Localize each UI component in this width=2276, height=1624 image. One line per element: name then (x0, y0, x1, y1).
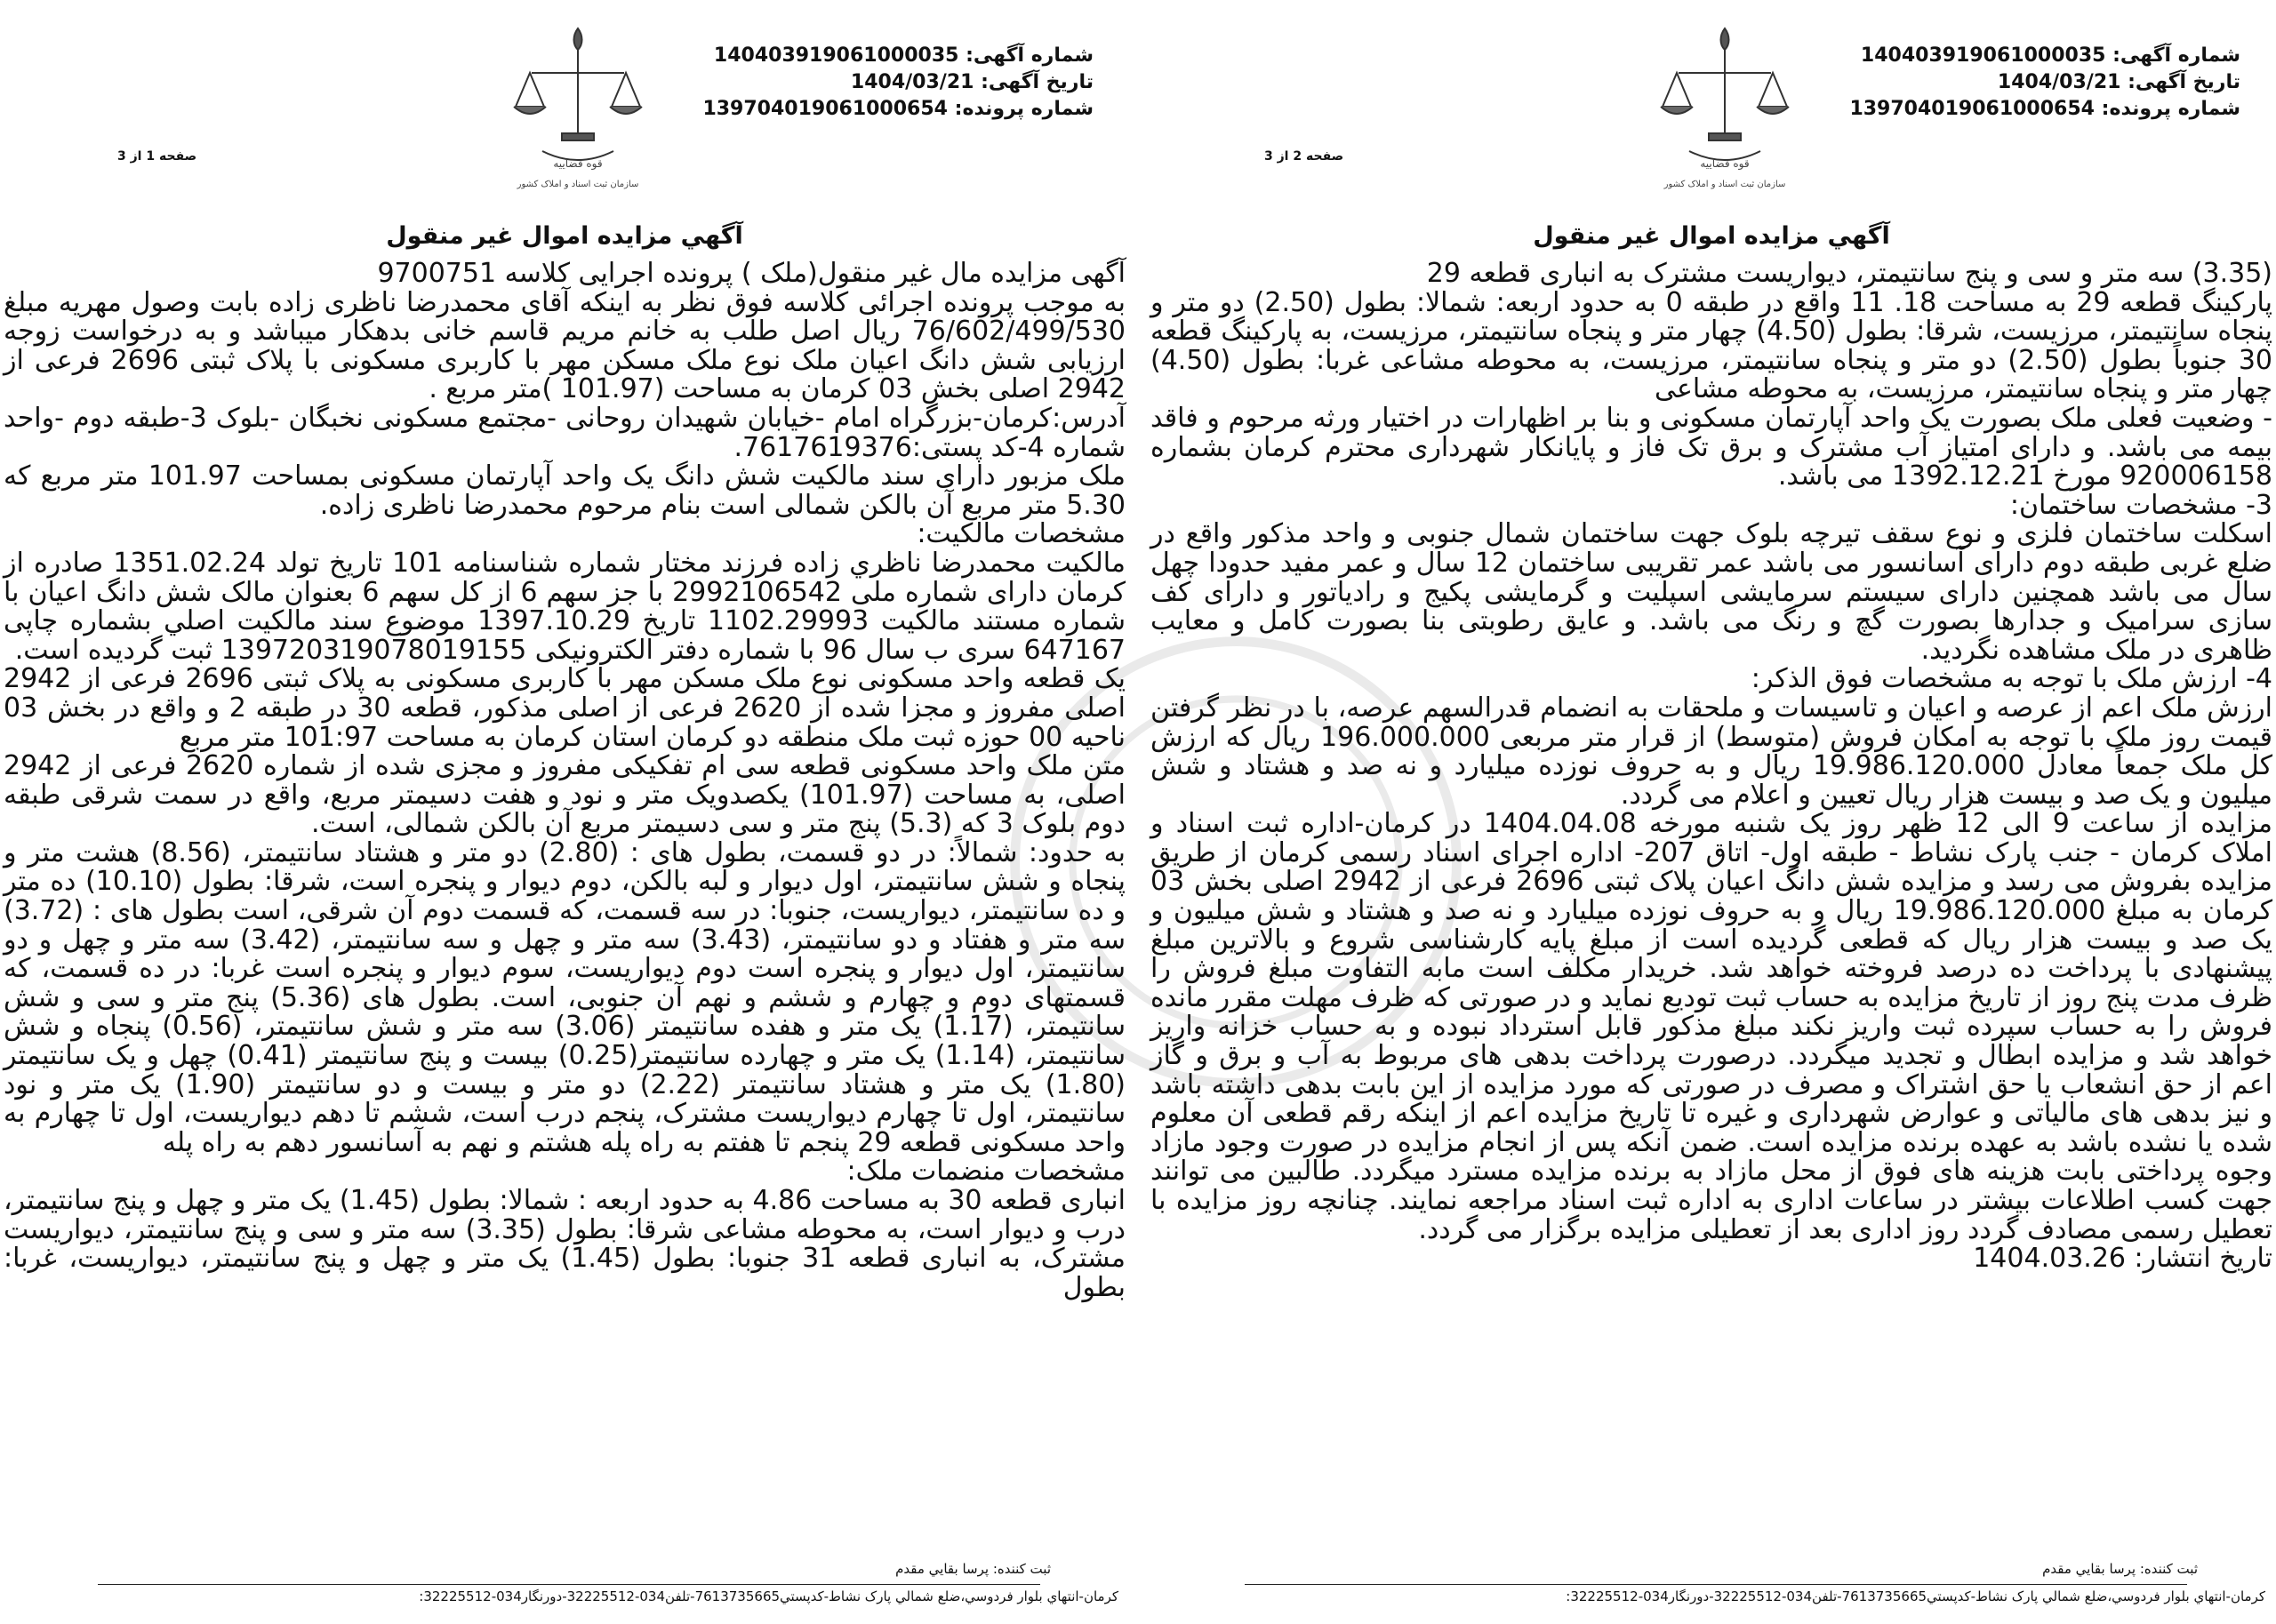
page-1 (0, 0, 1129, 1624)
issuer: ثبت کننده: پرسا بقايي مقدم (895, 1561, 1051, 1577)
body-paragraph: ارزش ملک اعم از عرصه و اعیان و تاسیسات و ملحقات به انضمام قدرالسهم عرصه، با در نظر گرفتن قیمت روز ملک با توجه به امکان فروش (متوسط) از قرار متر مربعی 196.000.000 ریال که ارزش کل ملک جمعاً معادل 19.986.120.000 ریال و به حروف نوزده میلیارد و نه صد و هشتاد و شش میلیون و یک صد و بیست هزار ریال تعیین و اعلام می گردد. (1150, 692, 2272, 811)
org-text: سازمان ثبت اسناد و املاک کشور (517, 180, 639, 189)
page-footer (0, 1561, 1129, 1604)
notice-date-row (702, 69, 1094, 96)
notice-title: آگهي مزايده اموال غير منقول (386, 222, 743, 250)
page-footer (1147, 1561, 2276, 1604)
body-paragraph: انباری قطعه 30 به مساحت 4.86 به حدود اربعه : شمالا: بطول (1.45) یک متر و چهل و پنج سانتیمتر، درب و دیوار است، به محوطه مشاعی شرقا: بطول (3.35) سه متر و سی و پنج سانتیمتر، دیواریست مشترک، به انباری قطعه 31 جنوبا: بطول (1.45) یک متر و چهل و پنج سانتیمتر، دیواریست، غربا: بطول (4, 1185, 1126, 1303)
office-address: کرمان-انتهاي بلوار فردوسي،ضلع شمالي پارک نشاط-کدپستي7613735665-تلفن034-32225512-دورنگار034-32225512: (419, 1588, 1118, 1604)
judiciary-emblem-icon (489, 18, 667, 196)
case-number: 139704019061000654 (1849, 98, 2095, 120)
publish-date: تاریخ انتشار: 1404.03.26 (1973, 1243, 2272, 1275)
notice-number: 140403919061000035 (713, 44, 959, 67)
notice-title: آگهي مزايده اموال غير منقول (1533, 222, 1890, 250)
case-number-row (702, 96, 1094, 123)
body-paragraph: 4- ارزش ملک با توجه به مشخصات فوق الذکر: (1751, 663, 2272, 695)
case-number-label: شماره پرونده: (954, 98, 1094, 120)
emblem-text: قوه قضاییه (1700, 157, 1750, 170)
notice-date-label: تاریخ آگهی: (2128, 71, 2240, 93)
notice-number: 140403919061000035 (1860, 44, 2106, 67)
body-paragraph: آدرس:کرمان-بزرگراه امام -خیابان شهیدان روحانی -مجتمع مسکونی نخبگان -بلوک 3-طبقه دوم -واحد شماره 4-کد پستی:7617619376. (4, 402, 1126, 463)
page-header (1147, 0, 2276, 213)
issuer: ثبت کننده: پرسا بقايي مقدم (2042, 1561, 2198, 1577)
notice-date: 1404/03/21 (1997, 71, 2121, 93)
body-paragraph: به حدود: شمالاً: در دو قسمت، بطول های : (2.80) دو متر و هشتاد سانتیمتر، (8.56) هشت متر و پنجاه و شش سانتیمتر، اول دیوار و لبه بالکن، دوم دیوار و پنجره است، شرقا: بطول (10.10) ده متر و ده سانتیمتر، دیواریست، جنوبا: در سه قسمت، که قسمت دوم آن شرقی، است بطول های : (3.72) سه متر و هفتاد و دو سانتیمتر، (3.43) سه متر و چهل و سه سانتیمتر، (3.42) سه متر و چهل و دو سانتیمتر، اول دیوار و پنجره است دوم دیواریست، سوم دیوار و پنجره است غربا: در ده قسمت، که قسمتهای دوم و چهارم و ششم و نهم آن جنوبی، است. بطول های (5.36) پنج متر و سی و شش سانتیمتر، (1.17) یک متر و هفده سانتیمتر (3.06) سه متر و شش سانتیمتر، (0.56) پنجاه و شش سانتیمتر، (1.14) یک متر و چهارده سانتیمتر(0.25) بیست و پنج سانتیمتر (0.41) چهل و یک سانتیمتر (1.80) یک متر و هشتاد سانتیمتر (2.22) دو متر و بیست و دو سانتیمتر (1.90) یک متر و نود سانتیمتر، اول تا چهارم دیواریست مشترک، پنجم درب است، ششم تا دهم دیواریست، اول تا چهارم به واحد مسکونی قطعه 29 پنجم تا هفتم به راه پله هشتم و نهم به آسانسور دهم به راه پله (4, 836, 1126, 1158)
body-paragraph: اسکلت ساختمان فلزی و نوع سقف تیرچه بلوک جهت ساختمان شمال جنوبی و واحد مذکور واقع در ضلع غربی طبقه دوم دارای آسانسور می باشد عمر تقریبی ساختمان 12 سال و عمر مفید حدودا چهل سال می باشد همچنین دارای سیستم سرمایشی اسپلیت و گرمایشی پکیج و رادیاتور و دارای کف سازی سرامیک و جدارها بصورت گچ و رنگ می باشد. و عایق رطوبتی بنا بصورت کامل و معایب ظاهری در ملک مشاهده نگردید. (1150, 518, 2272, 666)
case-number: 139704019061000654 (702, 98, 948, 120)
body-paragraph: آگهی مزایده مال غیر منقول(ملک ) پرونده اجرایی کلاسه 9700751 (377, 258, 1126, 289)
page-header (0, 0, 1129, 213)
emblem-text: قوه قضاییه (553, 157, 603, 170)
judiciary-emblem-icon (1636, 18, 1814, 196)
body-paragraph: ملک مزبور دارای سند مالکیت شش دانگ یک واحد آپارتمان مسکونی بمساحت 101.97 متر مربع که 5.30 متر مربع آن بالکن شمالی است بنام مرحوم محمدرضا ناظری زاده. (4, 460, 1126, 521)
body-paragraph: مزایده از ساعت 9 الی 12 ظهر روز یک شنبه مورخه 1404.04.08 در کرمان-اداره ثبت اسناد و املاک کرمان - جنب پارک نشاط - طبقه اول- اتاق 207- اداره اجرای اسناد رسمی کرمان از طریق مزایده بفروش می رسد و مزایده شش دانگ اعیان پلاک ثبتی 2696 فرعی از 2942 اصلی بخش 03 کرمان به مبلغ 19.986.120.000 ریال و به حروف نوزده میلیارد و نه صد و هشتاد و شش میلیون و یک صد و بیست هزار ریال که قطعی گردیده است از مبلغ پایه کارشناسی شروع و بالاترین مبلغ پیشنهادی با پرداخت ده درصد فروخته خواهد شد. خریدار مکلف است مابه التفاوت مبلغ فروش را ظرف مدت پنج روز از تاریخ مزایده به حساب ثبت تودیع نماید و در صورتی که ظرف مهلت مقرر مانده فروش را به حساب سپرده ثبت واریز نکند مبلغ مذکور قابل استرداد نبوده و به حساب خزانه واریز خواهد شد و مزایده ابطال و تجدید میگردد. درصورت پرداخت بدهی های مربوط به آب و برق و گاز اعم از حق انشعاب یا حق اشتراک و مصرف در صورتی که مورد مزایده از این بابت بدهی داشته باشد و نیز بدهی های مالیاتی و عوارض شهرداری و غیره تا تاریخ مزایده اعم از اینکه رقم قطعی آن معلوم شده یا نشده باشد به عهده برنده مزایده است. ضمن آنکه پس از انجام مزایده در صورت وجود مازاد وجوه پرداختی بابت هزینه های فوق از محل مازاد به برنده مزایده مسترد میگردد. طالبین می توانند جهت کسب اطلاعات بیشتر در ساعات اداری به اداره ثبت اسناد مراجعه نمایند. چنانچه روز مزایده با تعطیل رسمی مصادف گردد روز اداری بعد از تعطیلی مزایده برگزار می گردد. (1150, 808, 2273, 1245)
body-paragraph: متن ملک واحد مسکونی قطعه سی ام تفکیکی مفروز و مجزی شده از شماره 2620 فرعی از 2942 اصلی، به مساحت (101.97) یکصدویک متر و نود و هفت دسیمتر مربع، واقع در سمت شرقی طبقه دوم بلوک 3 که (5.3) پنج متر و سی دسیمتر مربع آن بالکن شمالی، است. (4, 750, 1126, 840)
notice-meta (702, 43, 1094, 123)
footer-divider (1245, 1584, 2187, 1585)
body-paragraph: مشخصات مالکیت: (917, 518, 1126, 550)
case-number-row (1849, 96, 2240, 123)
body-paragraph: مالکیت محمدرضا ناظري زاده فرزند مختار شماره شناسنامه 101 تاریخ تولد 1351.02.24 صادره از کرمان دارای شماره ملی 2992106542 با جز سهم 6 از کل سهم 6 بعنوان مالک شش دانگ اعیان با شماره مستند مالکیت 1102.29993 تاریخ 1397.10.29 موضوع سند مالکیت اصلي بشماره چاپی 647167 سری ب سال 96 با شماره دفتر الکترونیکی 139720319078019155 ثبت گردیده است. (4, 547, 1126, 666)
footer-divider (98, 1584, 1040, 1585)
notice-number-row (702, 43, 1094, 69)
body-paragraph: مشخصات منضمات ملک: (846, 1156, 1126, 1188)
body-paragraph: یک قطعه واحد مسکونی نوع ملک مسکن مهر با کاربری مسکونی به پلاک ثبتی 2696 فرعی از 2942 اصلی مفروز و مجزا شده از 2620 فرعی از اصلی مذکور، قطعه 30 در طبقه 2 و واقع در بخش 03 ناحیه 00 حوزه ثبت ملک منطقه دو کرمان استان کرمان به مساحت 101:97 متر مربع (4, 663, 1126, 753)
notice-date-label: تاریخ آگهی: (981, 71, 1094, 93)
body-paragraph: - وضعیت فعلی ملک بصورت یک واحد آپارتمان مسکونی و بنا بر اظهارات در اختیار ورثه مرحوم و فاقد بیمه می باشد. و دارای امتیاز آب مشترک و برق تک فاز و پایانکار شهرداری محترم کرمان بشماره 920006158 مورخ 1392.12.21 می باشد. (1150, 402, 2272, 492)
office-address: کرمان-انتهاي بلوار فردوسي،ضلع شمالي پارک نشاط-کدپستي7613735665-تلفن034-32225512-دورنگار034-32225512: (1566, 1588, 2265, 1604)
body-paragraph: 3- مشخصات ساختمان: (2009, 489, 2272, 521)
org-text: سازمان ثبت اسناد و املاک کشور (1663, 180, 1786, 189)
notice-number-label: شماره آگهی: (966, 44, 1094, 67)
page-number: صفحه 2 از 3 (1264, 149, 1344, 164)
body-paragraph: به موجب پرونده اجرائی کلاسه فوق نظر به اینکه آقای محمدرضا ناظری زاده بابت وصول مهریه مبلغ 76/602/499/530 ریال اصل طلب به خانم مریم قاسم خانی بدهکار میباشد و به درخواست زوجه ارزیابی شش دانگ اعیان ملک نوع ملک مسکن مهر با کاربری مسکونی با پلاک ثبتی 2696 فرعی از 2942 اصلی بخش 03 کرمان به مساحت (101.97 )متر مربع . (4, 286, 1126, 405)
notice-date: 1404/03/21 (850, 71, 974, 93)
notice-number-label: شماره آگهی: (2112, 44, 2240, 67)
page-number: صفحه 1 از 3 (117, 149, 197, 164)
notice-meta (1849, 43, 2240, 123)
watermark-seal-icon (996, 622, 1476, 1102)
notice-number-row (1849, 43, 2240, 69)
case-number-label: شماره پرونده: (2101, 98, 2240, 120)
notice-date-row (1849, 69, 2240, 96)
body-paragraph: (3.35) سه متر و سی و پنج سانتیمتر، دیواریست مشترک به انباری قطعه 29 (1426, 258, 2272, 289)
notice-body (4, 260, 1126, 1302)
body-paragraph: پارکینگ قطعه 29 به مساحت 18. 11 واقع در طبقه 0 به حدود اربعه: شمالا: بطول (2.50) دو متر و پنجاه سانتیمتر، مرزیست، شرقا: بطول (4.50) چهار متر و پنجاه سانتیمتر، مرزیست، به پارکینگ قطعه 30 جنوباً بطول (2.50) دو متر و پنجاه سانتیمتر، مرزیست، به محوطه مشاعی غربا: بطول (4.50) چهار متر و پنجاه سانتیمتر، مرزیست، به محوطه مشاعی (1150, 286, 2273, 405)
